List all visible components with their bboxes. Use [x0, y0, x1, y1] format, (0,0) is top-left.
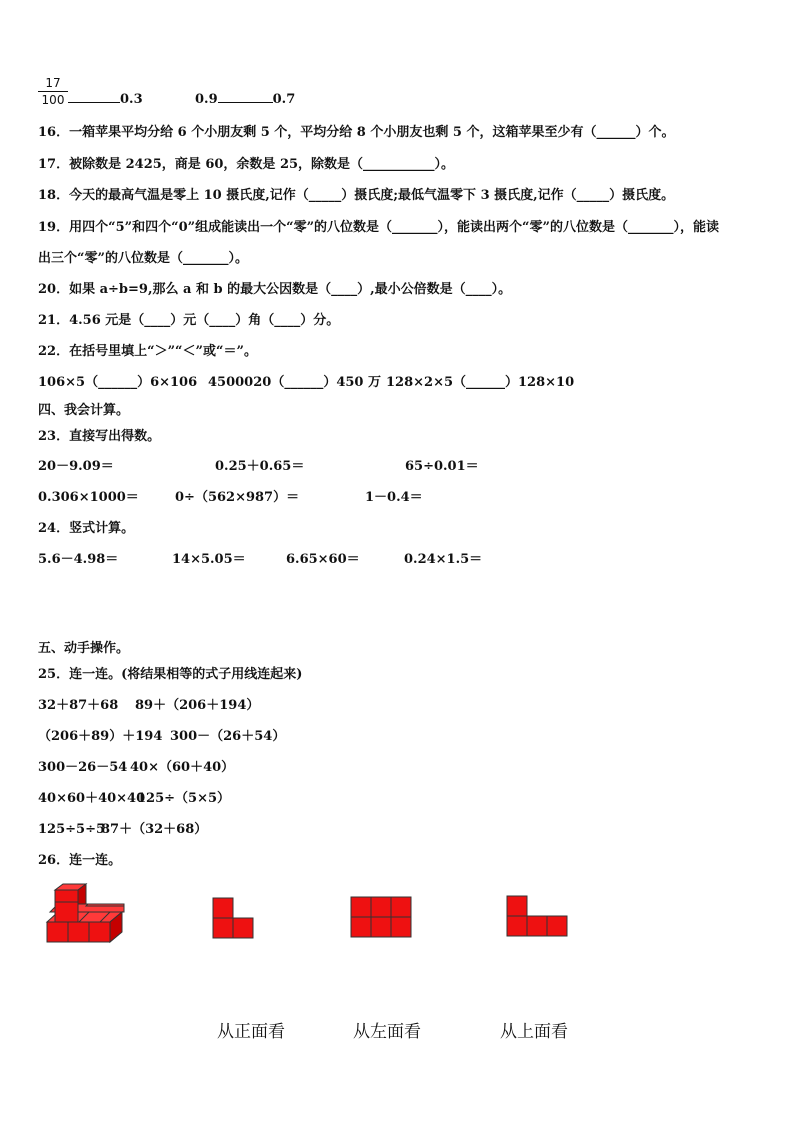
- section-4-heading: 四、我会计算。: [38, 403, 130, 418]
- q23-r1-c1: 20－9.09＝: [38, 459, 114, 474]
- compare-2: 0.9 0.7: [195, 92, 296, 107]
- q23-r2-c3: 1－0.4＝: [365, 490, 423, 505]
- view-label-front: 从正面看: [217, 1022, 285, 1042]
- q25-right-3: 40×（60＋40）: [130, 760, 235, 775]
- view-label-top: 从上面看: [500, 1022, 568, 1042]
- fraction-17-100: [38, 76, 68, 107]
- q22-item-3: 128×2×5（______）128×10: [386, 375, 575, 390]
- q25-left-4: 40×60＋40×40: [38, 791, 146, 806]
- question-19-line2: 出三个“零”的八位数是（_______）。: [38, 251, 248, 266]
- q23-r1-c2: 0.25＋0.65＝: [215, 459, 305, 474]
- q25-left-2: （206＋89）＋194: [38, 729, 163, 744]
- fraction-bar: [38, 91, 68, 92]
- answer-blank[interactable]: [68, 90, 120, 103]
- question-23: 23．直接写出得数。: [38, 429, 161, 444]
- q25-right-5: 87＋（32＋68）: [101, 822, 208, 837]
- q24-c3: 6.65×60＝: [286, 552, 360, 567]
- view-shape-rectangle: [351, 897, 413, 939]
- q23-r2-c1: 0.306×1000＝: [38, 490, 139, 505]
- question-17: 17．被除数是 2425，商是 60，余数是 25，除数是（___________）。: [38, 157, 455, 172]
- question-20: 20．如果 a÷b=9,那么 a 和 b 的最大公因数是（____）,最小公倍数是（____）。: [38, 282, 512, 297]
- q23-r2-c2: 0÷（562×987）＝: [175, 490, 300, 505]
- view-shape-l-wide: [507, 896, 569, 938]
- q23-r1-c3: 65÷0.01＝: [405, 459, 479, 474]
- question-26: 26．连一连。: [38, 853, 122, 868]
- fraction-numerator: 17: [45, 76, 61, 90]
- section-5-heading: 五、动手操作。: [38, 641, 130, 656]
- q25-right-4: 125÷（5×5）: [137, 791, 231, 806]
- q25-left-3: 300－26－54: [38, 760, 128, 775]
- q22-item-2: 4500020（______）450 万: [208, 375, 381, 390]
- q25-right-1: 89＋（206＋194）: [135, 698, 260, 713]
- cube-solid-figure: [44, 884, 128, 946]
- question-18: 18．今天的最高气温是零上 10 摄氏度,记作（_____）摄氏度;最低气温零下 3 摄氏度,记作（_____）摄氏度。: [38, 188, 675, 203]
- q24-c1: 5.6－4.98＝: [38, 552, 119, 567]
- q24-c2: 14×5.05＝: [172, 552, 246, 567]
- question-24: 24．竖式计算。: [38, 521, 135, 536]
- compare-1: 0.3: [68, 90, 143, 108]
- question-16: 16．一箱苹果平均分给 6 个小朋友剩 5 个，平均分给 8 个小朋友也剩 5 个，这箱苹果至少有（______）个。: [38, 125, 675, 140]
- question-22: 22．在括号里填上“＞”“＜”或“＝”。: [38, 344, 257, 359]
- question-25: 25．连一连。(将结果相等的式子用线连起来): [38, 667, 303, 682]
- q24-c4: 0.24×1.5＝: [404, 552, 483, 567]
- question-21: 21．4.56 元是（____）元（____）角（____）分。: [38, 313, 340, 328]
- view-label-left: 从左面看: [353, 1022, 421, 1042]
- q25-left-1: 32＋87＋68: [38, 698, 119, 713]
- answer-blank[interactable]: [218, 90, 273, 103]
- q25-left-5: 125÷5÷5: [38, 822, 106, 837]
- question-19-line1: 19．用四个“5”和四个“0”组成能读出一个“零”的八位数是（_______），能读出两个“零”的八位数是（_______），能读: [38, 220, 720, 235]
- view-shape-l-small: [213, 898, 255, 940]
- q22-item-1: 106×5（______）6×106: [38, 375, 198, 390]
- q25-right-2: 300－（26＋54）: [170, 729, 286, 744]
- fraction-denominator: 100: [41, 93, 65, 107]
